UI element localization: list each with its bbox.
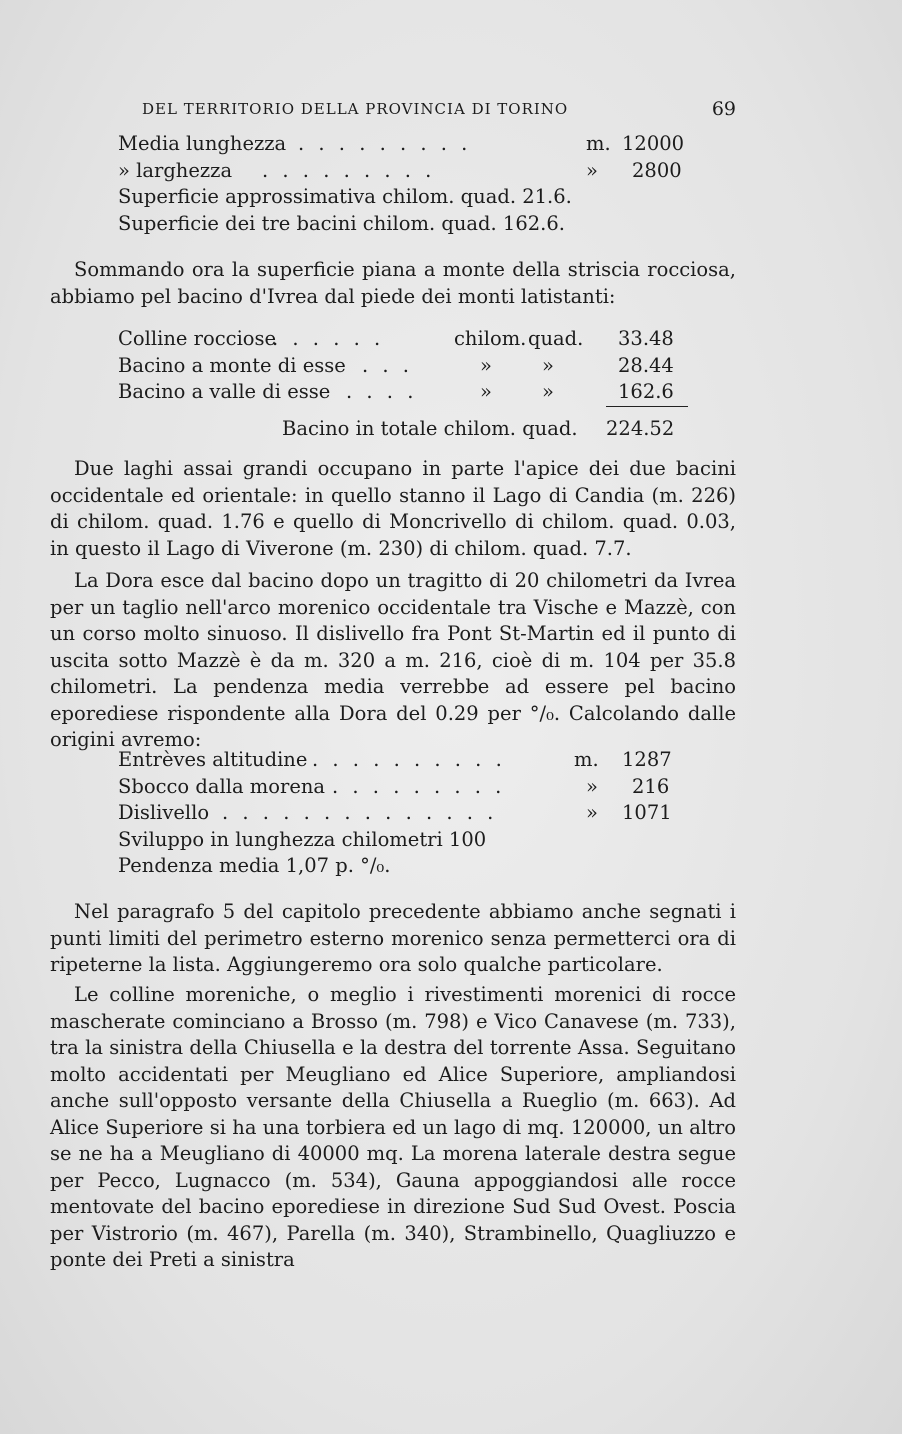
table-row	[50, 131, 736, 158]
table-row	[50, 326, 736, 353]
paragraph-colline: Le colline moreniche, o meglio i rivestimenti morenici di rocce mascherate cominciano a Brosso (m. 798) e Vico Canavese (m. 733), tra la sinistra della Chiusella e la destra del torrente Assa. Seguitano molto accidentati per Meugliano ed Alice Superiore, ampliandosi anche sull'opposto versante della Chiusella a Rueglio (m. 663). Ad Alice Superiore si ha una torbiera ed un lago di mq. 120000, un altro se ne ha a Meugliano di 40000 mq. La morena laterale destra segue per Pecco, Lugnacco (m. 534), Gauna appoggiandosi alle rocce mentovate del bacino eporediese in direzione Sud Sud Ovest. Poscia per Vistrorio (m. 467), Parella (m. 340), Strambinello, Quagliuzzo e ponte dei Preti a sinistra	[50, 983, 736, 1271]
row-label: Bacino a monte di esse	[118, 353, 346, 377]
running-title: DEL TERRITORIO DELLA PROVINCIA DI TORINO	[142, 100, 569, 118]
row-label: Bacino a valle di esse	[118, 380, 331, 403]
row-value: 2800	[632, 158, 682, 182]
row-label: Dislivello	[118, 801, 210, 824]
row-label: Entrèves altitudine	[118, 748, 308, 771]
altitude-line: Sviluppo in lunghezza chilometri 100	[118, 827, 487, 851]
row-value: 1287	[622, 748, 672, 771]
table-row	[50, 800, 736, 827]
row-unit: »	[480, 380, 492, 403]
paragraph-laghi: Due laghi assai grandi occupano in parte l'apice dei due bacini occidentale ed orientale: in quello stanno il Lago di Candia (m. 226) di chilom. quad. 1.76 e quello di Moncrivello di chilom. quad. 0.03, in questo il Lago di Viverone (m. 230) di chilom. quad. 7.7.	[50, 457, 736, 560]
paragraph-sommando: Sommando ora la superficie piana a monte della striscia rocciosa, abbiamo pel bacino d'Ivrea dal piede dei monti latistanti:	[50, 258, 736, 308]
dimensions-table	[50, 131, 736, 237]
row-label: » larghezza	[118, 158, 233, 182]
leader-dots: . . . . . . . . .	[298, 132, 472, 155]
leader-dots: . . . . . . . . . .	[312, 748, 506, 771]
row-label: Media lunghezza	[118, 132, 287, 155]
total-value: 224.52	[606, 416, 675, 440]
table-row	[50, 353, 736, 380]
row-label: Colline rocciose	[118, 327, 277, 350]
leader-dots: . . .	[362, 353, 413, 377]
paragraph-nel: Nel paragrafo 5 del capitolo precedente abbiamo anche segnati i punti limiti del perimetro esterno morenico senza permetterci ora di ripeterne la lista. Aggiungeremo ora solo qualche particolare.	[50, 900, 736, 976]
row-unit: »	[586, 158, 598, 182]
row-value: 12000	[622, 132, 685, 155]
leader-dots: . . . . . .	[272, 327, 385, 350]
table-row	[50, 158, 736, 185]
sum-rule	[606, 406, 688, 407]
row-unit: »	[586, 774, 598, 798]
row-value: 162.6	[618, 380, 674, 403]
leader-dots: . . . . . . . . .	[262, 158, 436, 182]
row-value: 28.44	[618, 353, 674, 377]
row-unit: quad.	[528, 327, 584, 350]
leader-dots: . . . . . . . . .	[332, 774, 506, 798]
table-row	[50, 747, 736, 774]
paragraph-dora: La Dora esce dal bacino dopo un tragitto di 20 chilometri da Ivrea per un taglio nell'arco morenico occidentale tra Vische e Mazzè, con un corso molto sinuoso. Il dislivello fra Pont St-Martin ed il punto di uscita sotto Mazzè è da m. 320 a m. 216, cioè di m. 104 per 35.8 chilometri. La pendenza media verrebbe ad essere pel bacino eporediese rispondente alla Dora del 0.29 per °/₀. Calcolando dalle origini avremo:	[50, 569, 736, 751]
row-unit: »	[586, 801, 598, 824]
altitude-table	[50, 747, 736, 880]
row-label: Sbocco dalla morena	[118, 774, 326, 798]
leader-dots: . . . . . . . . . . . . . .	[222, 801, 498, 824]
total-label: Bacino in totale chilom. quad.	[282, 416, 578, 440]
row-value: 216	[632, 774, 670, 798]
row-unit: m.	[574, 748, 599, 771]
row-unit: chilom.	[454, 327, 527, 350]
row-unit: »	[542, 353, 554, 377]
row-unit: »	[542, 380, 554, 403]
row-value: 33.48	[618, 327, 674, 350]
surface-line: Superficie approssimativa chilom. quad. 21.6.	[118, 185, 572, 208]
row-value: 1071	[622, 801, 672, 824]
table-row	[50, 379, 736, 406]
row-unit: m.	[586, 132, 611, 155]
row-unit: »	[480, 353, 492, 377]
basin-table	[50, 326, 736, 442]
leader-dots: . . . .	[346, 380, 418, 403]
page-number: 69	[711, 98, 736, 120]
altitude-line: Pendenza media 1,07 p. °/₀.	[118, 854, 391, 877]
surface-line: Superficie dei tre bacini chilom. quad. 162.6.	[118, 211, 565, 235]
table-row	[50, 774, 736, 801]
total-row	[50, 416, 736, 443]
running-header	[142, 100, 736, 118]
